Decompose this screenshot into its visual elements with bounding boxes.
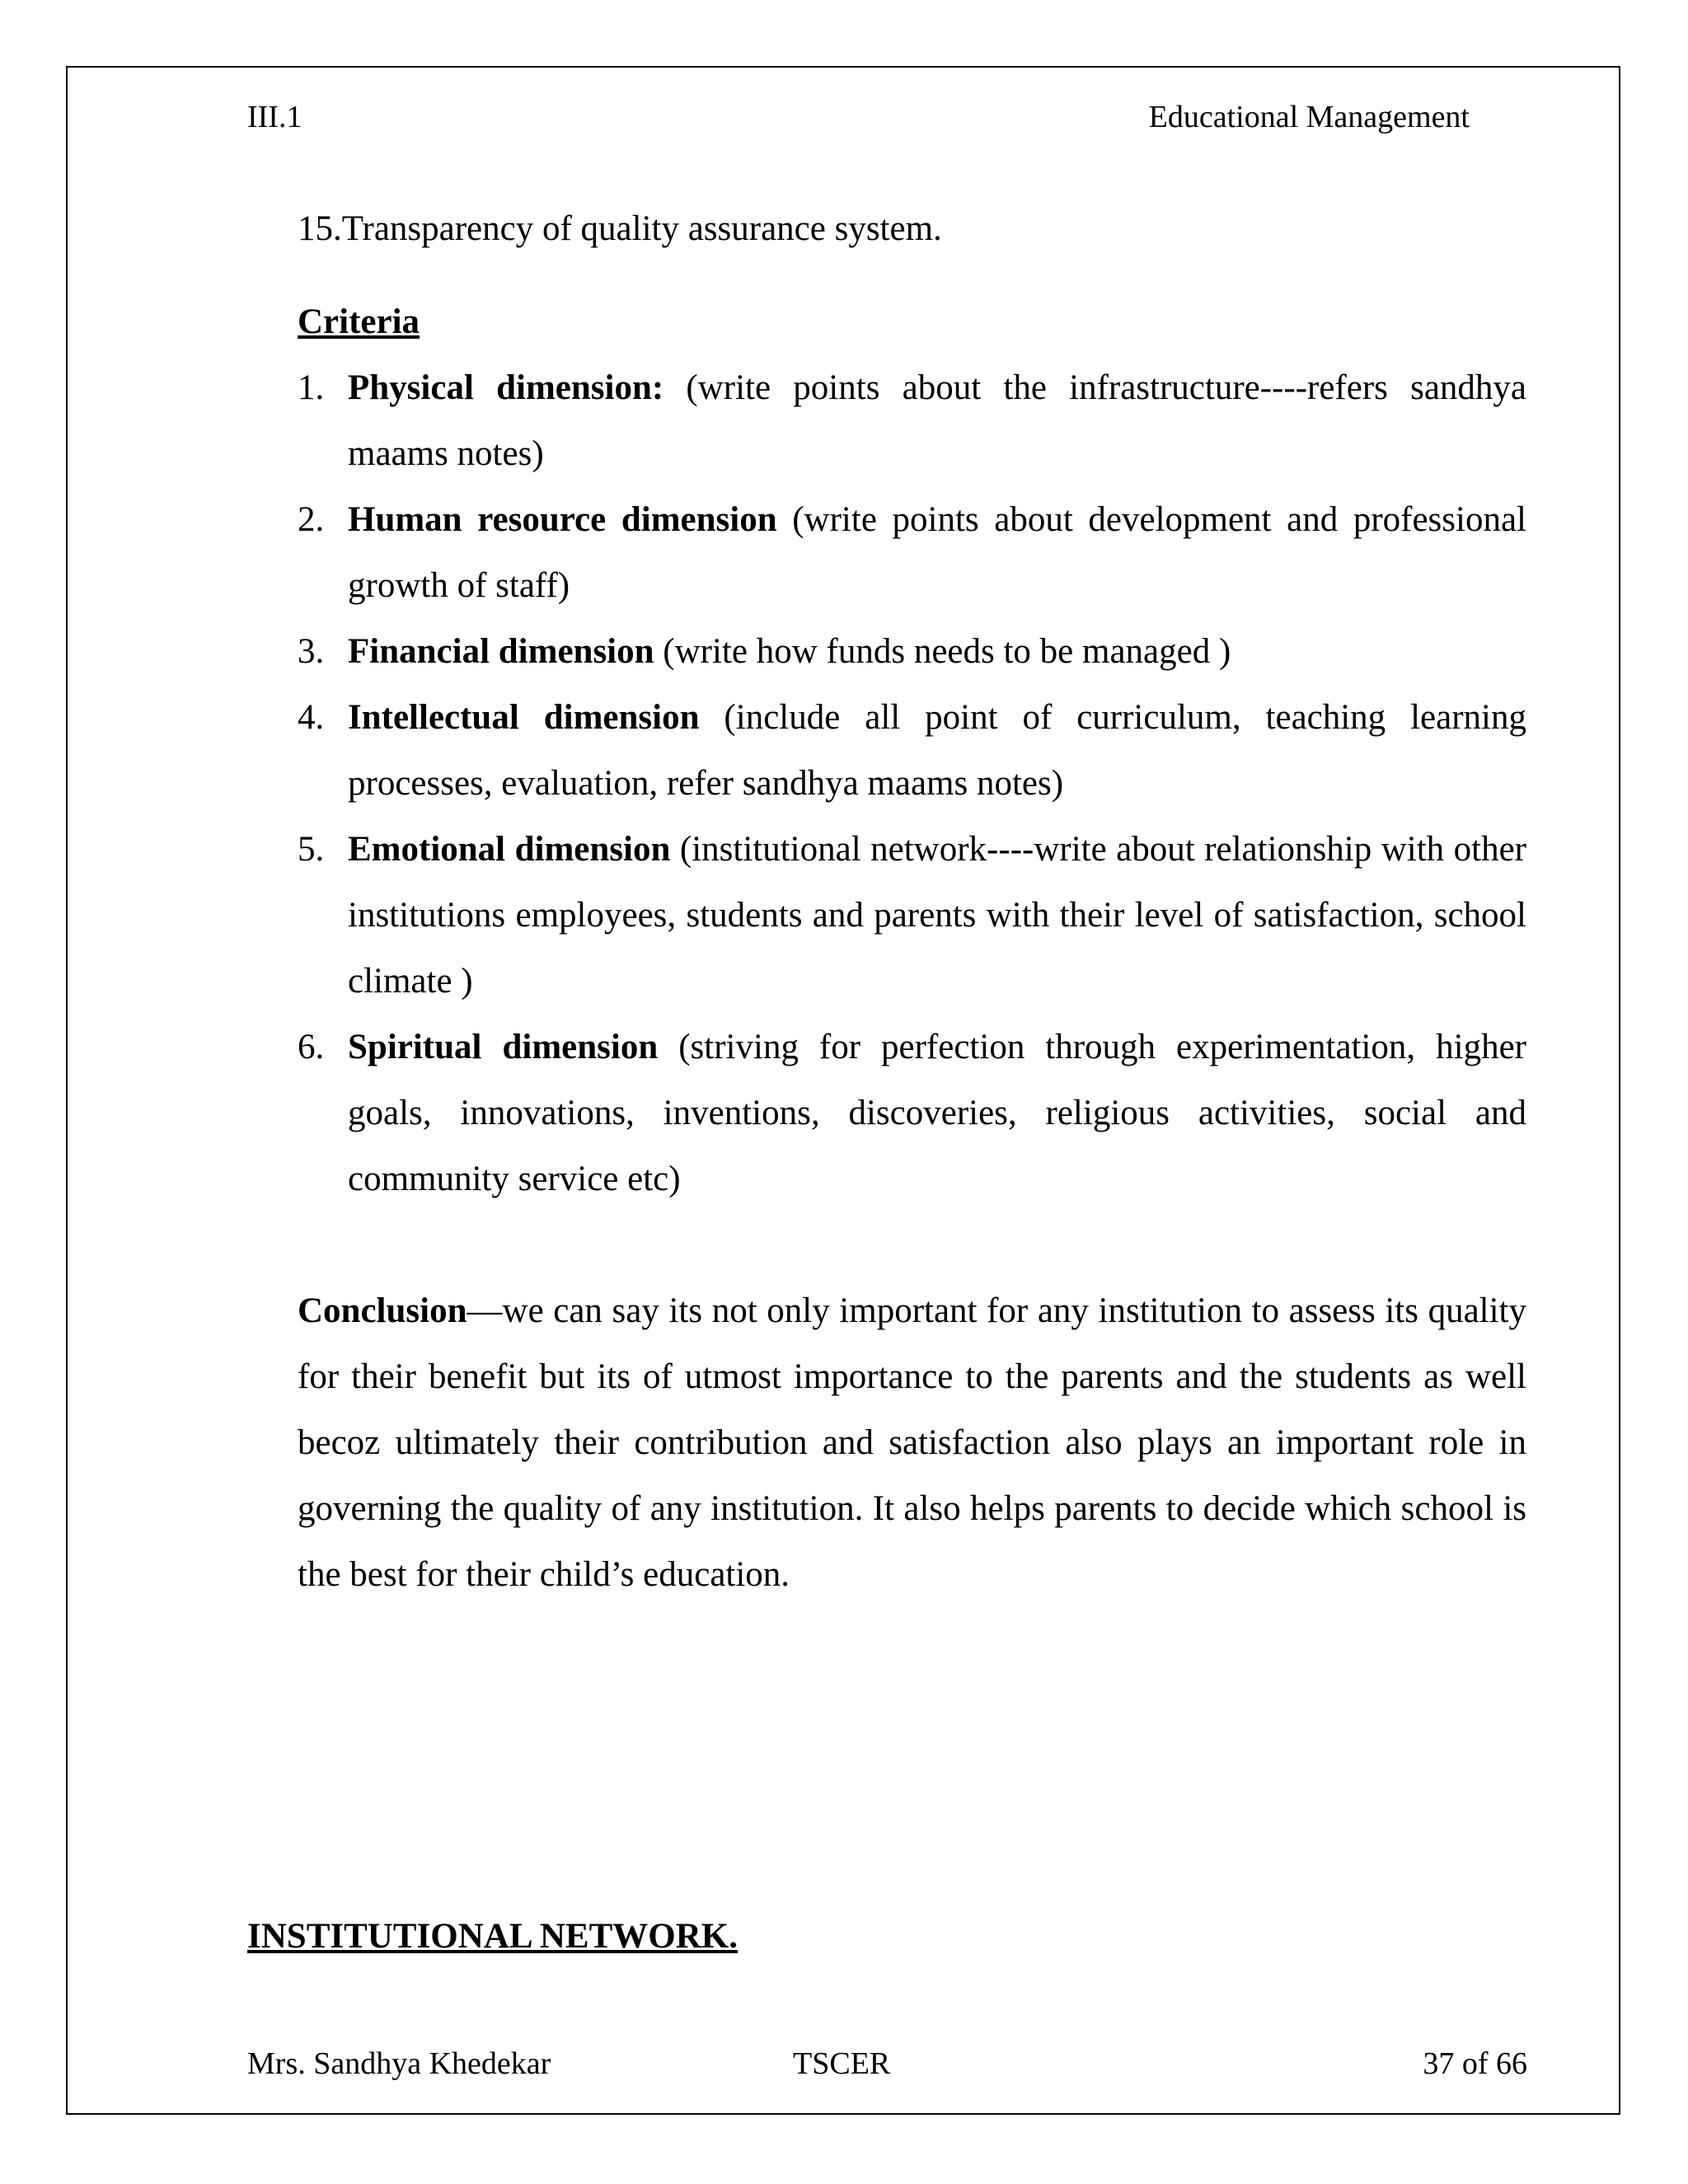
list-number: 1. xyxy=(298,368,325,407)
criteria-item-intellectual xyxy=(298,685,1526,817)
criteria-list xyxy=(298,355,1526,1212)
criteria-term: Emotional dimension xyxy=(348,830,671,869)
list-number: 5. xyxy=(298,830,325,869)
criteria-description: (write how funds needs to be managed ) xyxy=(654,632,1231,671)
conclusion-term: Conclusion xyxy=(298,1291,467,1330)
conclusion-paragraph xyxy=(298,1278,1526,1608)
criteria-term: Spiritual dimension xyxy=(348,1028,659,1066)
criteria-description: (institutional network----write about relationship with other institutions employees, students and parents with their level of satisfaction, school climate ) xyxy=(348,830,1526,1001)
criteria-item-emotional xyxy=(298,817,1526,1015)
header-subject-title: Educational Management xyxy=(1148,100,1470,134)
list-number: 4. xyxy=(298,698,325,737)
list-number: 3. xyxy=(298,632,325,671)
criteria-item-human-resource xyxy=(298,487,1526,619)
section-heading-institutional-network: INSTITUTIONAL NETWORK. xyxy=(247,1917,738,1956)
criteria-term: Financial dimension xyxy=(348,632,654,671)
criteria-item-financial xyxy=(298,619,1526,685)
criteria-item-spiritual xyxy=(298,1015,1526,1212)
criteria-description: (striving for perfection through experimentation, higher goals, innovations, inventions, discoveries, religious activities, social and community service etc) xyxy=(348,1028,1527,1198)
criteria-item-physical xyxy=(298,355,1526,487)
criteria-description: (write points about the infrastructure----refers sandhya maams notes) xyxy=(348,368,1526,473)
footer-institution: TSCER xyxy=(793,2046,891,2081)
footer-author: Mrs. Sandhya Khedekar xyxy=(247,2046,551,2081)
footer-page-number: 37 of 66 xyxy=(1423,2046,1527,2081)
criteria-term: Human resource dimension xyxy=(348,500,777,539)
conclusion-text: —we can say its not only important for any institution to assess its quality for their benefit but its of utmost importance to the parents and the students as well becoz ultimately their contribution and satisfaction also plays an important role in governing the quality of any institution. It also helps parents to decide which school is the best for their child’s education. xyxy=(298,1291,1526,1594)
criteria-description: (write points about development and professional growth of staff) xyxy=(348,500,1526,605)
list-number: 6. xyxy=(298,1028,325,1066)
page-body xyxy=(298,196,1526,1608)
intro-list-item: 15.Transparency of quality assurance system. xyxy=(298,209,942,248)
criteria-term: Intellectual dimension xyxy=(348,698,700,737)
criteria-description: (include all point of curriculum, teaching learning processes, evaluation, refer sandhya maams notes) xyxy=(348,698,1526,803)
criteria-heading: Criteria xyxy=(298,302,420,341)
header-section-number: III.1 xyxy=(247,100,302,134)
criteria-term: Physical dimension: xyxy=(348,368,664,407)
list-number: 2. xyxy=(298,500,325,539)
